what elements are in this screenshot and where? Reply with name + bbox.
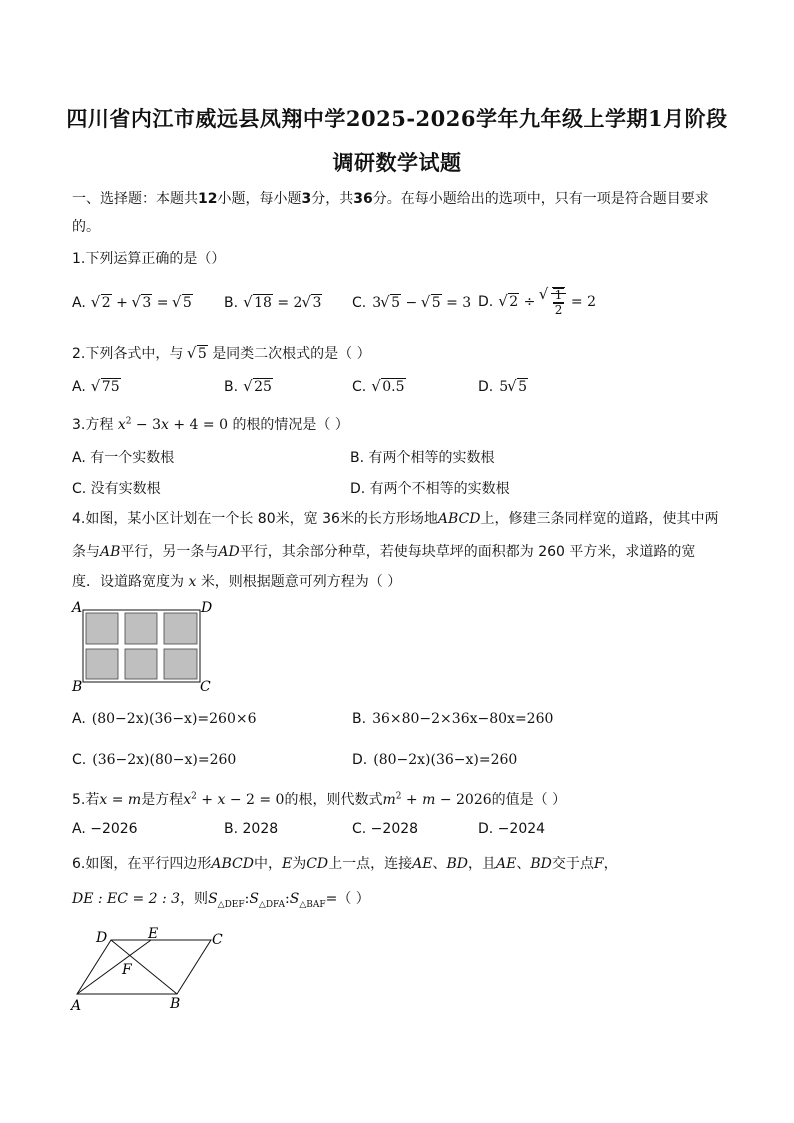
q4-option-b: B. 36×80−2×36x−80x=260 — [352, 711, 554, 727]
question-1-stem: 1.下列运算正确的是（） — [72, 251, 226, 267]
q3-option-b: B. 有两个相等的实数根 — [350, 450, 495, 466]
segment-ae — [77, 940, 151, 994]
vertex-label-c: C — [200, 679, 211, 695]
q3-option-a: A. 有一个实数根 — [72, 450, 175, 466]
grass-plot — [86, 613, 118, 644]
q3-option-d: D. 有两个不相等的实数根 — [350, 481, 510, 497]
q5-option-a: A. −2026 — [72, 821, 138, 837]
q4-option-a: A. (80−2x)(36−x)=260×6 — [72, 711, 257, 727]
q1-option-c: C. 3√ 5 − √ 5 = 3 — [352, 295, 471, 311]
grass-plot — [86, 649, 118, 679]
question-4-stem-line-2: 条与AB平行，另一条与AD平行，其余部分种草，若使每块草坪的面积都为 260 平方米，求道路的宽 — [72, 544, 696, 560]
question-5-stem: 5.若x = m是方程$x^2 + x - 2 = 0$的根，则代数式$m^2 + m - 2026$的值是（ ） — [72, 791, 567, 808]
page-title-line-1: 四川省内江市威远县凤翔中学2025-2026学年九年级上学期1月阶段 — [66, 106, 728, 131]
q1-option-a: A.√ 2 + √ 3 = √ 5 — [72, 295, 193, 311]
question-3-stem: 3.方程 $x^2 - 3x + 4 = 0$ 的根的情况是（ ） — [72, 416, 349, 433]
question-6-stem-line-2: DE : EC = 2 : 3，则$S_{\triangle DEF}:S_{\triangle DFA}:S_{\triangle BAF}=$（ ） — [72, 891, 370, 910]
q2-option-a: A.√ 75 — [72, 379, 121, 395]
q5-option-d: D. −2024 — [478, 821, 546, 837]
vertex-label-c: C — [212, 932, 223, 948]
grass-plot — [164, 649, 197, 679]
q5-option-c: C. −2028 — [352, 821, 419, 837]
question-6-stem-line-1: 6.如图，在平行四边形ABCD中，E为CD上一点，连接AE、BD，且AE、BD交于点F， — [72, 856, 618, 872]
point-label-f: F — [122, 962, 132, 978]
question-2-stem: 2.下列各式中，与 √ 5 是同类二次根式的是（ ） — [72, 343, 371, 363]
q6-parallelogram-figure — [66, 922, 236, 1014]
vertex-label-d: D — [201, 600, 213, 616]
vertex-label-b: B — [170, 996, 181, 1012]
grass-plot — [125, 613, 157, 644]
grass-plot — [125, 649, 157, 679]
q1-option-d: D.√ 2 ÷ √ $\frac{1}{2}$ = 2 — [478, 287, 596, 317]
q1-option-b: B.√ 18 = 2√ 3 — [224, 295, 322, 311]
grass-plot — [164, 613, 197, 644]
point-label-e: E — [148, 926, 159, 942]
q3-option-c: C. 没有实数根 — [72, 481, 161, 497]
q2-option-c: C.√ 0.5 — [352, 379, 406, 395]
question-4-stem-line-3: 度．设道路宽度为 x 米，则根据题意可列方程为（ ） — [72, 574, 402, 590]
segment-bd — [111, 940, 177, 994]
q4-option-c: C. (36−2x)(80−x)=260 — [72, 752, 237, 768]
section-1-instructions-cont: 的。 — [72, 219, 100, 235]
q2-option-d: D. 5√ 5 — [478, 379, 528, 395]
section-1-instructions: 一、选择题：本题共12小题，每小题3分，共36分。在每小题给出的选项中，只有一项是符合题目要求 — [72, 191, 709, 207]
vertex-label-a: A — [72, 600, 83, 616]
q2-option-b: B.√ 25 — [224, 379, 273, 395]
q4-option-d: D. (80−2x)(36−x)=260 — [352, 752, 518, 768]
vertex-label-d: D — [96, 930, 108, 946]
page-title-line-2: 调研数学试题 — [332, 150, 462, 175]
question-4-stem-line-1: 4.如图，某小区计划在一个长 80米，宽 36米的长方形场地ABCD上，修建三条同样宽的道路，使其中两 — [72, 511, 719, 527]
vertex-label-a: A — [71, 998, 82, 1014]
q4-field-figure — [68, 598, 218, 698]
q5-option-b: B. 2028 — [224, 821, 279, 837]
vertex-label-b: B — [72, 679, 83, 695]
